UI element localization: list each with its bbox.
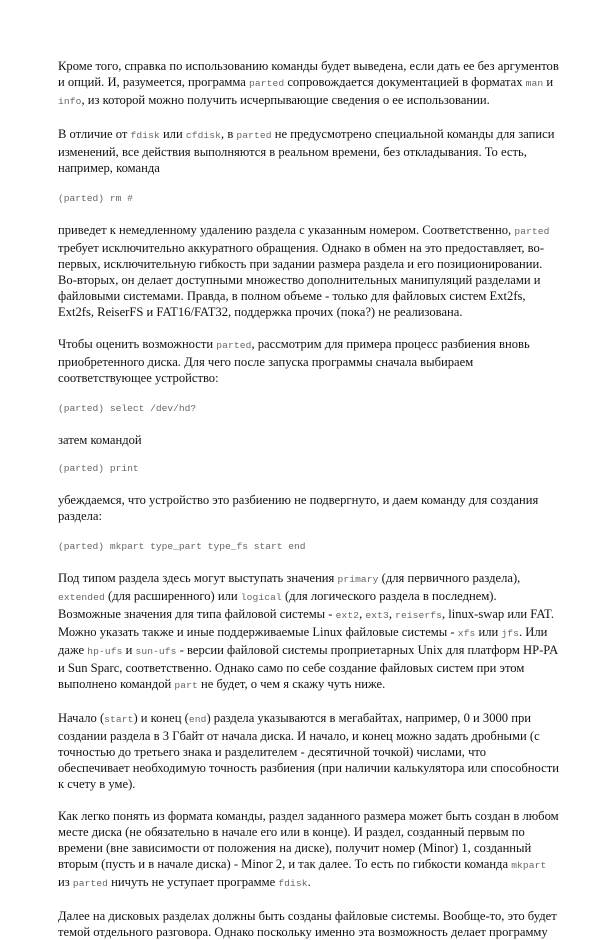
code-block-rm: (parted) rm # xyxy=(58,193,133,204)
inline-code: hp-ufs xyxy=(87,646,123,657)
inline-code: extended xyxy=(58,592,105,603)
inline-code: part xyxy=(174,680,198,691)
code-block-print: (parted) print xyxy=(58,463,139,474)
paragraph-help: Кроме того, справка по использованию команды будет выведена, если дать ее без аргументов и опций. И, разумеется, программа parted сопровождается документацией в форматах man и info, из которой можно получить исчерпывающие сведения о ее использовании. xyxy=(58,59,559,107)
inline-code: man xyxy=(525,78,544,89)
inline-code: ext3 xyxy=(365,610,389,621)
paragraph-then: затем командой xyxy=(58,433,142,447)
inline-code: fdisk xyxy=(130,130,160,141)
paragraph-example: Чтобы оценить возможности parted, рассмотрим для примера процесс разбиения вновь приобретенного диска. Для чего после запуска программы сначала выбираем соответствующее устройство: xyxy=(58,337,530,385)
inline-code: xfs xyxy=(457,628,476,639)
inline-code: logical xyxy=(240,592,282,603)
inline-code: start xyxy=(104,714,134,725)
code-block-mkpart: (parted) mkpart type_part type_fs start end xyxy=(58,541,306,552)
paragraph-start-end: Начало (start) и конец (end) раздела указываются в мегабайтах, например, 0 и 3000 при создании раздела в 3 Гбайт от начала диска. И начало, и конец можно задать дробными (с точностью до третьего знака и разделителем - десятичной точкой) числами, что обеспечивает необходимую точность разбиения (при наличии калькулятора или способности к счету в уме). xyxy=(58,711,559,791)
inline-code: parted xyxy=(514,226,550,237)
paragraph-realtime: В отличие от fdisk или cfdisk, в parted не предусмотрено специальной команды для записи изменений, все действия выполняются в реальном времени, без откладывания. То есть, например, команда xyxy=(58,127,555,175)
inline-code: cfdisk xyxy=(185,130,222,141)
inline-code: sun-ufs xyxy=(135,646,177,657)
inline-code: reiserfs xyxy=(395,610,442,621)
code-block-select: (parted) select /dev/hd? xyxy=(58,403,197,414)
paragraph-flexibility: приведет к немедленному удалению раздела с указанным номером. Соответственно, parted требует исключительно аккуратного обращения. Однако в обмен на это предоставляет, во-первых, исключительную гибкость при задании размера раздела и его позиционировании. Во-вторых, он делает доступными множество дополнительных манипуляций разделами и файловыми системами. Правда, в полном объеме - только для файловых систем Ext2fs, Ext2fs, ReiserFS и FAT16/FAT32, поддержка прочих (пока?) не реализована. xyxy=(58,223,550,319)
inline-code: parted xyxy=(72,878,109,889)
inline-code: info xyxy=(58,96,82,107)
inline-code: mkpart xyxy=(511,860,547,871)
paragraph-types: Под типом раздела здесь могут выступать значения primary (для первичного раздела), extended (для расширенного) или logical (для логического раздела в последнем). Возможные значения для типа файловой системы - ext2, ext3, reiserfs, linux-swap или FAT. Можно указать также и иные поддерживаемые Linux файловые системы - xfs или jfs. Или даже hp-ufs и sun-ufs - версии файловой системы проприетарных Unix для платформ HP-PA и Sun Sparc, соответственно. Однако само по себе создание файловых систем при этом выполнено командой part не будет, о чем я скажу чуть ниже. xyxy=(58,571,558,691)
inline-code: parted xyxy=(236,130,272,141)
paragraph-filesystems: Далее на дисковых разделах должны быть созданы файловые системы. Вообще-то, это будет темой отдельного разговора. Однако поскольку именно эта возможность делает программу xyxy=(58,909,557,939)
inline-code: jfs xyxy=(501,628,519,639)
inline-code: end xyxy=(188,714,207,725)
inline-code: fdisk xyxy=(278,878,308,889)
paragraph-confirm: убеждаемся, что устройство это разбиению не подвергнуто, и даем команду для создания раздела: xyxy=(58,493,539,523)
paragraph-minor: Как легко понять из формата команды, раздел заданного размера может быть создан в любом месте диска (не обязательно в начале его или в конце). И раздел, созданный первым по времени (вне зависимости от положения на диске), получит номер (Minor) 1, созданный вторым (пусть и в начале диска) - Minor 2, и так далее. То есть по гибкости команда mkpart из parted ничуть не уступает программе fdisk. xyxy=(58,809,559,889)
inline-code: ext2 xyxy=(335,610,360,621)
inline-code: primary xyxy=(337,574,379,585)
inline-code: parted xyxy=(216,340,252,351)
inline-code: parted xyxy=(249,78,285,89)
